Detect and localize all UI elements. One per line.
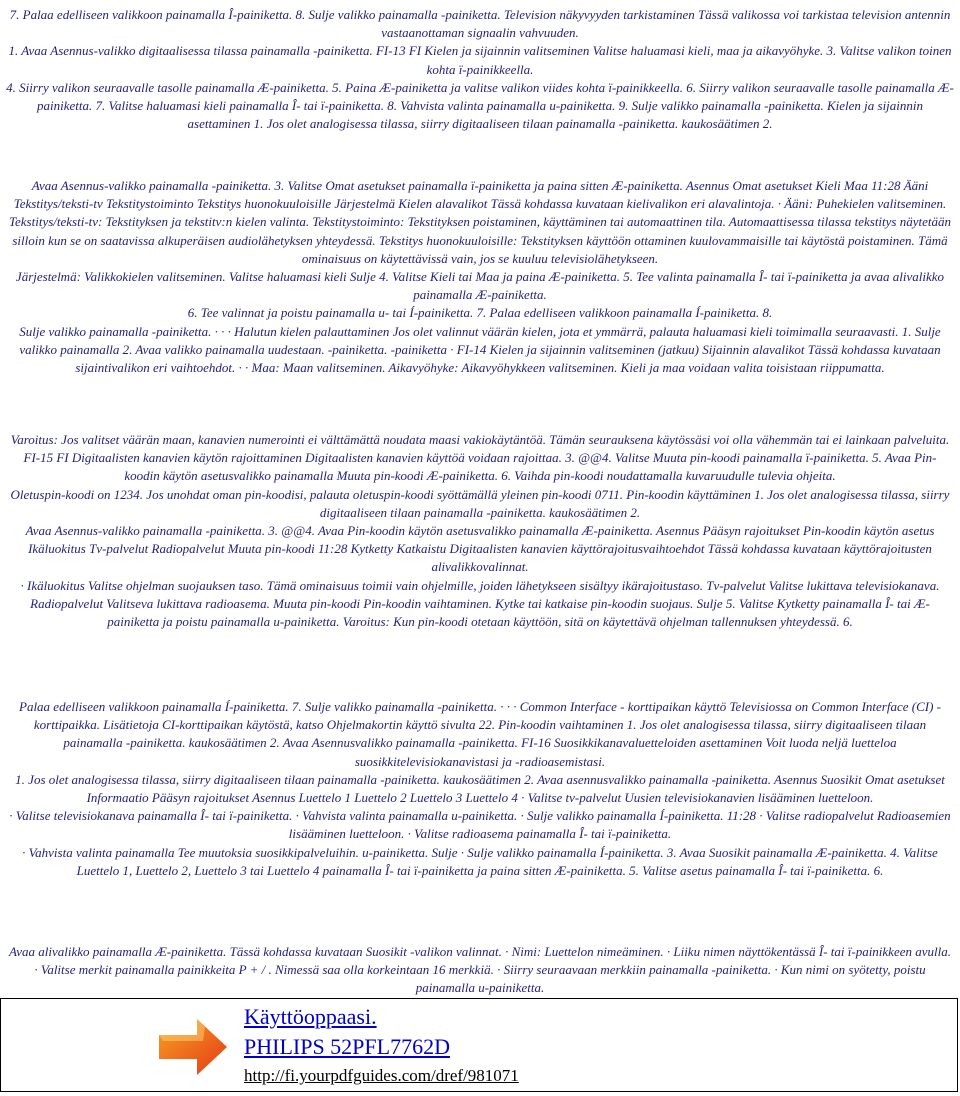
paragraph: Oletuspin-koodi on 1234. Jos unohdat oman pin-koodisi, palauta oletuspin-koodi syöttämällä yleinen pin-koodi 0711. Pin-koodin käyttäminen 1. Jos olet analogisessa tilassa, siirry digitaaliseen tilaan painamalla -painiketta. kaukosäätimen 2. xyxy=(10,486,950,520)
paragraph: 1. Avaa Asennus-valikko digitaalisessa tilassa painamalla -painiketta. FI-13 FI Kielen ja sijainnin valitseminen Valitse haluamasi kieli, maa ja aikavyöhyke. 3. Valitse valikon toinen kohta ï-painikkeella. xyxy=(8,43,952,77)
paragraph: 7. Palaa edelliseen valikkoon painamalla Î-painiketta. 8. Sulje valikko painamalla -painiketta. Television näkyvyyden tarkistaminen Tässä valikossa voi tarkistaa television antennin vastaanottaman signaalin vahvuuden. xyxy=(9,7,951,41)
paragraph: Avaa alivalikko painamalla Æ-painiketta. Tässä kohdassa kuvataan Suosikit -valikon valinnat. · Nimi: Luettelon nimeäminen. · Liiku nimen näyttökentässä Î- tai ï-painikkeen avulla. · Valitse merkit painamalla painikkeita P + / . Nimessä saa olla korkeintaan 16 merkkiä. · Siirry seuraavaan merkkiin painamalla -painiketta. · Kun nimi on syötetty, poistu painamalla u-painiketta. xyxy=(9,944,951,996)
product-link[interactable]: PHILIPS 52PFL7762D xyxy=(244,1034,450,1059)
paragraph: Varoitus: Jos valitset väärän maan, kanavien numerointi ei välttämättä noudata maasi vakiokäytäntöä. Tämän seurauksena käytössäsi voi olla vähemmän tai ei lainkaan palveluita. FI-15 FI Digitaalisten kanavien käytön rajoittaminen Digitaalisten kanavien käyttöä voidaan rajoittaa. 3. @@4. Valitse Muuta pin-koodi painamalla ï-painiketta. 5. Avaa Pin-koodin käytön asetusvalikko painamalla Muuta pin-koodi Æ-painiketta. 6. Vaihda pin-koodi noudattamalla kuvaruudulle tulevia ohjeita. xyxy=(10,432,950,484)
paragraph: 6. Tee valinnat ja poistu painamalla u- tai Í-painiketta. 7. Palaa edelliseen valikkoon painamalla Í-painiketta. 8. xyxy=(187,305,773,321)
text-block-2 xyxy=(0,177,960,377)
paragraph: 4. Siirry valikon seuraavalle tasolle painamalla Æ-painiketta. 5. Paina Æ-painiketta ja valitse valikon viides kohta ï-painikkeella. 6. Siirry valikon seuraavalle tasolle painamalla Æ-painiketta. 7. Valitse haluamasi kieli painamalla Î- tai ï-painiketta. 8. Vahvista valinta painamalla u-painiketta. 9. Sulje valikko painamalla -painiketta. Kielen ja sijainnin asettaminen 1. Jos olet analogisessa tilassa, siirry digitaaliseen tilaan painamalla -painiketta. kaukosäätimen 2. xyxy=(6,79,954,132)
paragraph: · Ikäluokitus Valitse ohjelman suojauksen taso. Tämä ominaisuus toimii vain ohjelmille, joiden lähetykseen sisältyy ikärajoitustaso. Tv-palvelut Valitse lukittava televisiokanava. Radiopalvelut Valitseva lukittava radioasema. Muuta pin-koodi Pin-koodin vaihtaminen. Kytke tai katkaise pin-koodin suojaus. Sulje 5. Valitse Kytketty painamalla Î- tai Æ-painiketta ja poistu painamalla u-painiketta. Varoitus: Kun pin-koodi otetaan käyttöön, sitä on käytettävä ohjelman tallennuksen yhteydessä. 6. xyxy=(20,577,940,630)
guide-title-link[interactable]: Käyttöoppaasi. xyxy=(244,1004,377,1029)
footer-links xyxy=(244,1003,519,1089)
paragraph: Järjestelmä: Valikkokielen valitseminen. Valitse haluamasi kieli Sulje 4. Valitse Kieli tai Maa ja paina Æ-painiketta. 5. Tee valinta painamalla Î- tai ï-painiketta ja avaa alivalikko painamalla Æ-painiketta. xyxy=(15,269,945,303)
text-block-3 xyxy=(0,431,960,631)
paragraph: 1. Jos olet analogisessa tilassa, siirry digitaaliseen tilaan painamalla -painiketta. kaukosäätimen 2. Avaa asennusvalikko painamalla -painiketta. Asennus Suosikit Omat asetukset Informaatio Pääsyn rajoitukset Asennus Luettelo 1 Luettelo 2 Luettelo 3 Luettelo 4 · Valitse tv-palvelut Uusien televisiokanavien lisääminen luetteloon. xyxy=(15,771,945,806)
paragraph: Sulje valikko painamalla -painiketta. · · · Halutun kielen palauttaminen Jos olet valinnut väärän kielen, jota et ymmärrä, palauta haluamasi kieli toimimalla seuraavasti. 1. Sulje valikko painamalla 2. Avaa valikko painamalla uudestaan. -painiketta. -painiketta · FI-14 Kielen ja sijainnin valitseminen (jatkuu) Sijainnin alavalikot Tässä kohdassa kuvataan sijaintivalikon eri vaihtoehdot. · · Maa: Maan valitseminen. Aikavyöhyke: Aikavyöhykkeen valitseminen. Kieli ja maa voidaan valita toisistaan riippumatta. xyxy=(19,323,941,376)
paragraph: Avaa Asennus-valikko painamalla -painiketta. 3. Valitse Omat asetukset painamalla ï-painiketta ja paina sitten Æ-painiketta. Asennus Omat asetukset Kieli Maa 11:28 Ääni Tekstitys/teksti-tv Tekstitystoiminto Tekstitys huonokuuloisille Järjestelmä Kielen alavalikot Tässä kohdassa kuvataan kielivalikon eri alavalintoja. · Ääni: Puhekielen valitseminen. Tekstitys/teksti-tv: Tekstityksen ja tekstitv:n kielen valinta. Tekstitystoiminto: Tekstityksen poistaminen, käyttäminen tai automaattinen tila. Automaattisessa tilassa tekstitys näytetään silloin kun se on saatavissa alkuperäisen audiolähetyksen yhteydessä. Tekstitys huonokuuloisille: Tekstityksen käyttöön ottaminen kuulovammaisille tai käytöstä poistaminen. Tämä ominaisuus on käytettävissä vain, jos se kuuluu televisiolähetykseen. xyxy=(8,178,951,266)
footer-banner xyxy=(0,998,958,1092)
paragraph: Avaa Asennus-valikko painamalla -painiketta. 3. @@4. Avaa Pin-koodin käytön asetusvalikko painamalla Æ-painiketta. Asennus Pääsyn rajoitukset Pin-koodin käytön asetus Ikäluokitus Tv-palvelut Radiopalvelut Muuta pin-koodi 11:28 Kytketty Katkaistu Digitaalisten kanavien käyttörajoitusvaihtoehdot Tässä kohdassa kuvataan käyttörajoitusten alivalikkovalinnat. xyxy=(25,523,935,575)
paragraph: · Vahvista valinta painamalla Tee muutoksia suosikkipalveluihin. u-painiketta. Sulje · Sulje valikko painamalla Í-painiketta. 3. Avaa Suosikit painamalla Æ-painiketta. 4. Valitse Luettelo 1, Luettelo 2, Luettelo 3 tai Luettelo 4 painamalla Î- tai ï-painiketta ja paina sitten Æ-painiketta. 5. Valitse asetus painamalla Î- tai ï-painiketta. 6. xyxy=(22,844,938,878)
text-block-4 xyxy=(0,698,960,880)
paragraph: Palaa edelliseen valikkoon painamalla Í-painiketta. 7. Sulje valikko painamalla -painiketta. · · · Common Interface - korttipaikan käyttö Televisiossa on Common Interface (CI) -korttipaikka. Lisätietoja CI-korttipaikan käytöstä, katso Ohjelmakortin käyttö sivulta 22. Pin-koodin vaihtaminen 1. Jos olet analogisessa tilassa, siirry digitaaliseen tilaan painamalla -painiketta. kaukosäätimen 2. Avaa Asennusvalikko painamalla -painiketta. FI-16 Suosikkikanavaluetteloiden asettaminen Voit luoda neljä luetteloa suosikkitelevisiokanavistasi ja -radioasemistasi. xyxy=(19,699,941,769)
text-block-1 xyxy=(0,6,960,133)
url-link[interactable]: http://fi.yourpdfguides.com/dref/981071 xyxy=(244,1066,519,1085)
arrow-logo-icon xyxy=(153,1005,233,1085)
text-block-5 xyxy=(0,943,960,998)
paragraph: · Valitse televisiokanava painamalla Î- tai ï-painiketta. · Vahvista valinta painamalla u-painiketta. · Sulje valikko painamalla Í-painiketta. 11:28 · Valitse radiopalvelut Radioasemien lisääminen luetteloon. · Valitse radioasema painamalla Î- tai ï-painiketta. xyxy=(9,808,951,842)
